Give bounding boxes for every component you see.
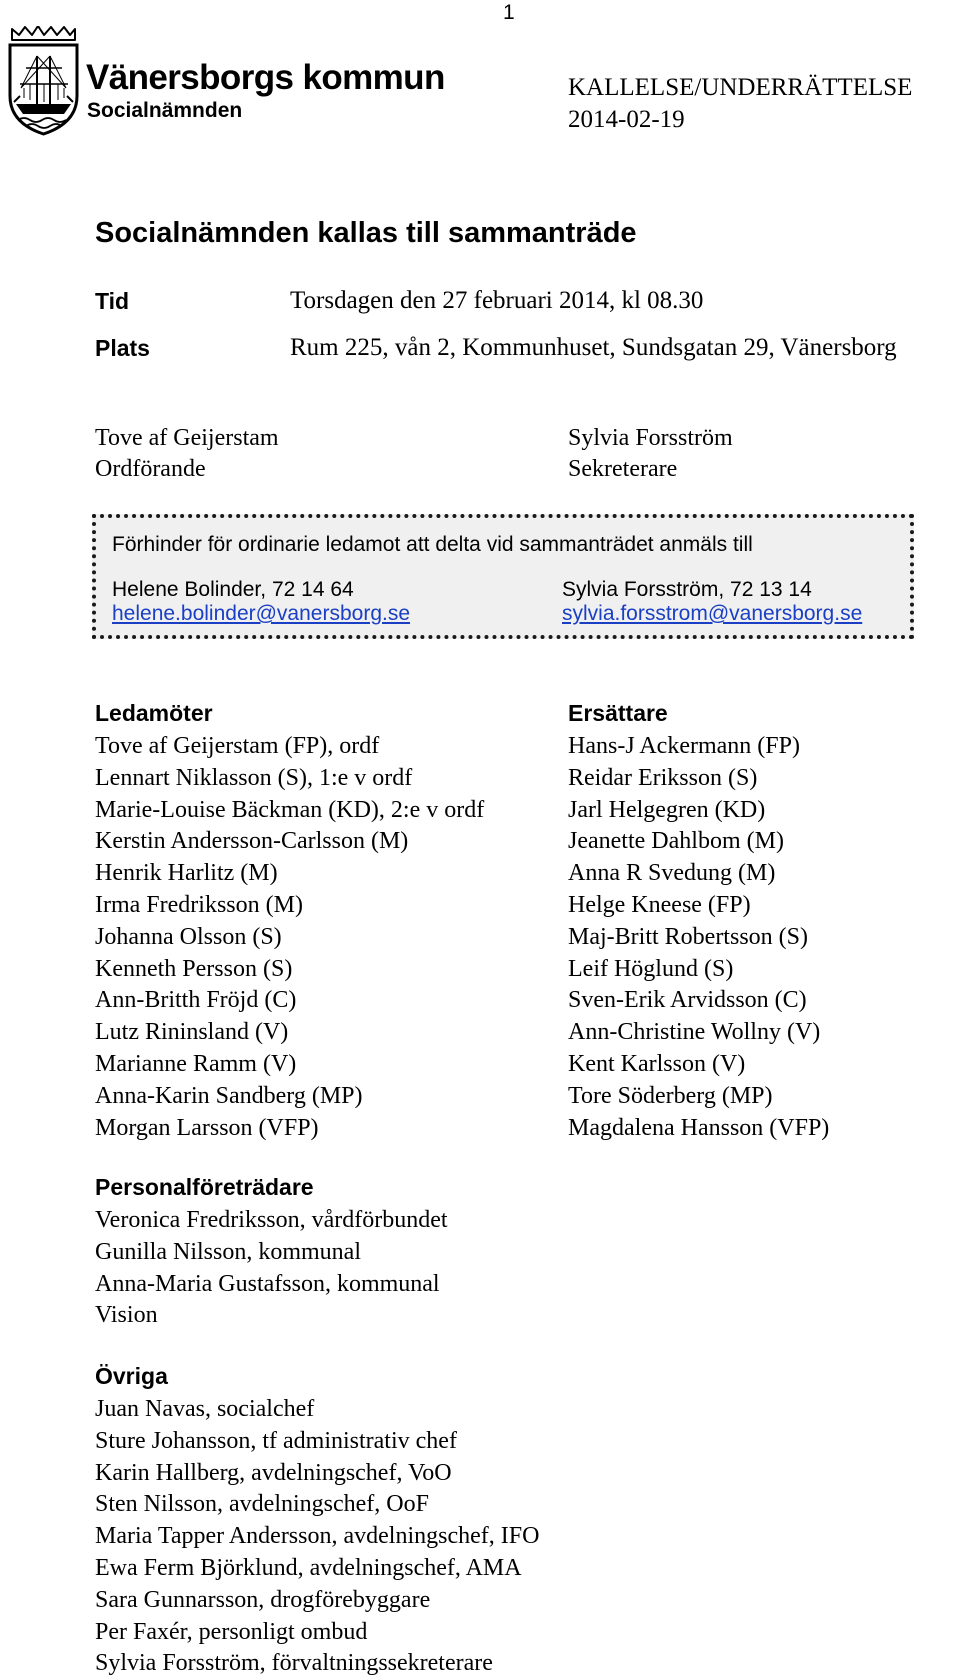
list-item: Kerstin Andersson-Carlsson (M) — [95, 828, 409, 855]
contact-sylvia-name: Sylvia Forsström, 72 13 14 — [562, 578, 812, 601]
list-item: Maj-Britt Robertsson (S) — [568, 923, 808, 950]
list-item: Leif Höglund (S) — [568, 955, 734, 982]
list-item: Johanna Olsson (S) — [95, 923, 282, 950]
notice-heading: Förhinder för ordinarie ledamot att delta vid sammanträdet anmäls till — [112, 533, 753, 556]
list-item: Juan Navas, socialchef — [95, 1396, 315, 1422]
list-item: Sara Gunnarsson, drogförebyggare — [95, 1586, 431, 1613]
list-item: Veronica Fredriksson, vårdförbundet — [95, 1207, 448, 1233]
place-value: Rum 225, vån 2, Kommunhuset, Sundsgatan 29, Vänersborg — [290, 334, 897, 361]
place-label: Plats — [95, 335, 150, 361]
list-item: Karin Hallberg, avdelningschef, VoO — [95, 1459, 452, 1486]
chair-role: Ordförande — [95, 456, 206, 482]
list-item: Lutz Rininsland (V) — [95, 1019, 289, 1046]
members-column — [95, 698, 484, 1144]
contact-sylvia — [562, 578, 862, 626]
document-type: KALLELSE/UNDERRÄTTELSE — [568, 74, 913, 101]
contact-sylvia-email-link[interactable]: sylvia.forsstrom@vanersborg.se — [562, 602, 863, 625]
secretary-signature — [568, 423, 733, 485]
list-item: Anna R Svedung (M) — [568, 860, 776, 887]
list-item: Vision — [95, 1302, 158, 1329]
list-item: Jeanette Dahlbom (M) — [568, 828, 784, 855]
members-list — [95, 731, 484, 1144]
contact-helene — [112, 578, 410, 626]
members-heading: Ledamöter — [95, 700, 213, 726]
staff-representatives-section — [95, 1172, 448, 1332]
substitutes-column — [568, 698, 829, 1144]
list-item: Marie-Louise Bäckman (KD), 2:e v ordf — [95, 796, 485, 823]
list-item: Irma Fredriksson (M) — [95, 891, 303, 918]
list-item: Ewa Ferm Björklund, avdelningschef, AMA — [95, 1554, 522, 1581]
time-value: Torsdagen den 27 februari 2014, kl 08.30 — [290, 287, 704, 314]
list-item: Magdalena Hansson (VFP) — [568, 1114, 830, 1141]
substitutes-list — [568, 731, 829, 1144]
list-item: Ann-Britth Fröjd (C) — [95, 987, 297, 1014]
list-item: Tore Söderberg (MP) — [568, 1082, 773, 1109]
list-item: Gunilla Nilsson, kommunal — [95, 1238, 361, 1265]
list-item: Sven-Erik Arvidsson (C) — [568, 987, 807, 1014]
page-title: Socialnämnden kallas till sammanträde — [95, 217, 637, 249]
page-number: 1 — [503, 1, 515, 24]
secretary-name: Sylvia Forsström — [568, 425, 733, 451]
others-section — [95, 1361, 539, 1680]
others-heading: Övriga — [95, 1363, 168, 1389]
staff-representatives-heading: Personalföreträdare — [95, 1174, 314, 1200]
contact-helene-email-link[interactable]: helene.bolinder@vanersborg.se — [112, 602, 411, 625]
list-item: Henrik Harlitz (M) — [95, 860, 278, 887]
list-item: Ann-Christine Wollny (V) — [568, 1019, 821, 1046]
substitutes-heading: Ersättare — [568, 700, 668, 726]
organization-unit: Socialnämnden — [87, 99, 243, 122]
list-item: Kent Karlsson (V) — [568, 1050, 746, 1077]
chair-signature — [95, 423, 279, 485]
list-item: Helge Kneese (FP) — [568, 891, 751, 918]
secretary-role: Sekreterare — [568, 456, 678, 482]
list-item: Reidar Eriksson (S) — [568, 764, 758, 791]
list-item: Hans-J Ackermann (FP) — [568, 733, 800, 759]
list-item: Sylvia Forsström, förvaltningssekreterare — [95, 1650, 493, 1677]
list-item: Sture Johansson, tf administrativ chef — [95, 1427, 457, 1454]
list-item: Anna-Karin Sandberg (MP) — [95, 1082, 363, 1109]
list-item: Lennart Niklasson (S), 1:e v ordf — [95, 764, 413, 791]
municipal-shield-ship-icon — [6, 26, 81, 137]
list-item: Jarl Helgegren (KD) — [568, 796, 766, 823]
list-item: Sten Nilsson, avdelningschef, OoF — [95, 1491, 429, 1518]
others-list — [95, 1394, 539, 1680]
organization-name: Vänersborgs kommun — [86, 58, 445, 97]
absence-notice-box — [92, 514, 914, 639]
list-item: Morgan Larsson (VFP) — [95, 1114, 319, 1141]
list-item: Maria Tapper Andersson, avdelningschef, IFO — [95, 1523, 540, 1550]
list-item: Per Faxér, personligt ombud — [95, 1618, 368, 1645]
list-item: Kenneth Persson (S) — [95, 955, 293, 982]
time-label: Tid — [95, 288, 130, 314]
chair-name: Tove af Geijerstam — [95, 425, 279, 451]
staff-representatives-list — [95, 1205, 448, 1332]
list-item: Anna-Maria Gustafsson, kommunal — [95, 1270, 440, 1297]
document-date: 2014-02-19 — [568, 106, 685, 133]
list-item: Tove af Geijerstam (FP), ordf — [95, 733, 380, 759]
list-item: Marianne Ramm (V) — [95, 1050, 297, 1077]
contact-helene-name: Helene Bolinder, 72 14 64 — [112, 578, 354, 601]
